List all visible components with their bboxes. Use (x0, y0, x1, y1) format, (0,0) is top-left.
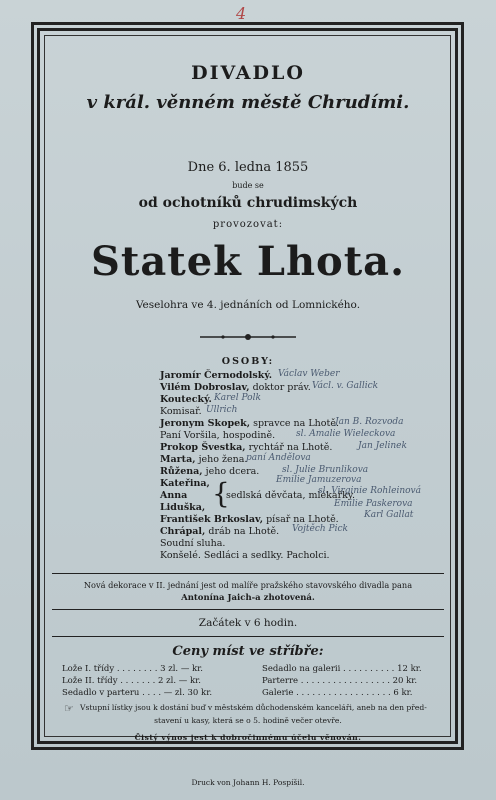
price-row: Galerie . . . . . . . . . . . . . . . . . . 6 kr. (262, 688, 413, 698)
play-title: Statek Lhota. (90, 238, 406, 285)
poster-title: DIVADLO (191, 62, 305, 84)
role-name: Marta, (160, 454, 196, 465)
role-name: Konšelé. Sedláci a sedlky. Pacholci. (160, 550, 330, 561)
role-name: Liduška, (160, 502, 206, 513)
by-amateurs-line: od ochotníků chrudimských (138, 195, 358, 211)
printer-line: Druck von Johann H. Pospíšil. (191, 778, 305, 787)
actor-note: Karel Polk (214, 393, 261, 403)
cast-heading: OSOBY: (221, 356, 275, 367)
actor-note: Karl Gallat (364, 510, 414, 520)
charity-line: Čistý výnos jest k dobročinnému účelu věnován. (134, 733, 362, 742)
price-row: Sedadlo v parteru . . . . — zl. 30 kr. (62, 688, 213, 698)
role-desc: jeho dcera. (205, 466, 260, 477)
role-desc: spravce na Lhotě. (253, 418, 339, 429)
prices-heading: Ceny míst ve stříbře: (172, 644, 324, 659)
role-name: Koutecký. (160, 394, 212, 405)
role-name: Prokop Švestka, (160, 442, 246, 453)
actor-note: Jan Jelinek (358, 441, 407, 451)
will-be-line: bude se (232, 181, 264, 190)
role-name: Soudní sluha. (160, 538, 226, 549)
play-subtitle: Veselohra ve 4. jednáních od Lomnického. (135, 299, 361, 311)
role-name: František Brkoslav, (160, 514, 264, 525)
price-row: Lože II. třídy . . . . . . . 2 zl. — kr. (62, 676, 201, 686)
price-row: Sedadlo na galerii . . . . . . . . . . 12 kr. (262, 664, 422, 674)
role-desc: rychtář na Lhotě. (248, 442, 333, 453)
notice-line-2: Antonína Jaich-a zhotovená. (181, 593, 315, 603)
actor-note: sl. Julie Brunlikova (282, 465, 369, 475)
actor-note: Vojtěch Pick (292, 524, 348, 534)
notice-line-1: Nová dekorace v II. jednání jest od malíře pražského stavovského divadla pana (83, 580, 413, 590)
tickets-line-2: stavení u kasy, která se o 5. hodině večer otevře. (154, 716, 342, 725)
actor-note: sl. Amalie Wieleckova (296, 429, 396, 439)
role-desc: hospodině. (222, 430, 276, 441)
role-desc: dráb na Lhotě. (208, 526, 280, 537)
actor-note: paní Andělova (246, 453, 311, 463)
role-name: Paní Voršila, (160, 430, 220, 441)
actor-note: sl. Virginie Rohleinová (318, 486, 421, 496)
actor-note: Emilie Paskerova (334, 499, 413, 509)
actor-note: Jan B. Rozvoda (335, 417, 404, 427)
tickets-line-1: Vstupní lístky jsou k dostání buď v městském důchodenském kanceláři, aneb na den před- (80, 703, 427, 712)
role-name: Jeronym Skopek, (160, 418, 251, 429)
pointing-hand-icon: ☞ (64, 702, 74, 715)
role-name: Kateřina, (160, 478, 210, 489)
start-time: Začátek v 6 hodin. (198, 617, 298, 629)
role-desc: písař na Lhotě. (266, 514, 339, 525)
price-row: Parterre . . . . . . . . . . . . . . . . . 20 kr. (262, 676, 418, 686)
role-desc: sedlská děvčata, mlékařky. (226, 490, 356, 501)
date-line: Dne 6. ledna 1855 (187, 160, 309, 175)
perform-line: provozovat: (212, 219, 284, 230)
divider (52, 609, 444, 610)
role-name: Jaromír Černodolský. (160, 370, 273, 381)
role-name: Chrápal, (160, 526, 206, 537)
role-name: Vilém Dobroslav, (160, 382, 250, 393)
actor-note: Václav Weber (278, 369, 340, 379)
corner-mark: 4 (236, 4, 247, 23)
decorative-divider (198, 327, 298, 337)
divider (52, 636, 444, 637)
brace: { (212, 477, 230, 510)
role-desc: doktor práv. (252, 382, 311, 393)
poster-subtitle: v král. věnném městě Chrudími. (86, 92, 410, 113)
actor-note: Ullrich (206, 405, 238, 415)
divider (52, 573, 444, 574)
role-name: Růžena, (160, 466, 203, 477)
role-name: Komisař. (160, 406, 202, 417)
actor-note: Václ. v. Gallick (312, 381, 379, 391)
actor-note: Emilie Jamuzerova (276, 475, 362, 485)
role-name: Anna (160, 490, 188, 501)
role-desc: jeho žena. (198, 454, 248, 465)
price-row: Lože I. třídy . . . . . . . . 3 zl. — kr. (62, 664, 204, 674)
